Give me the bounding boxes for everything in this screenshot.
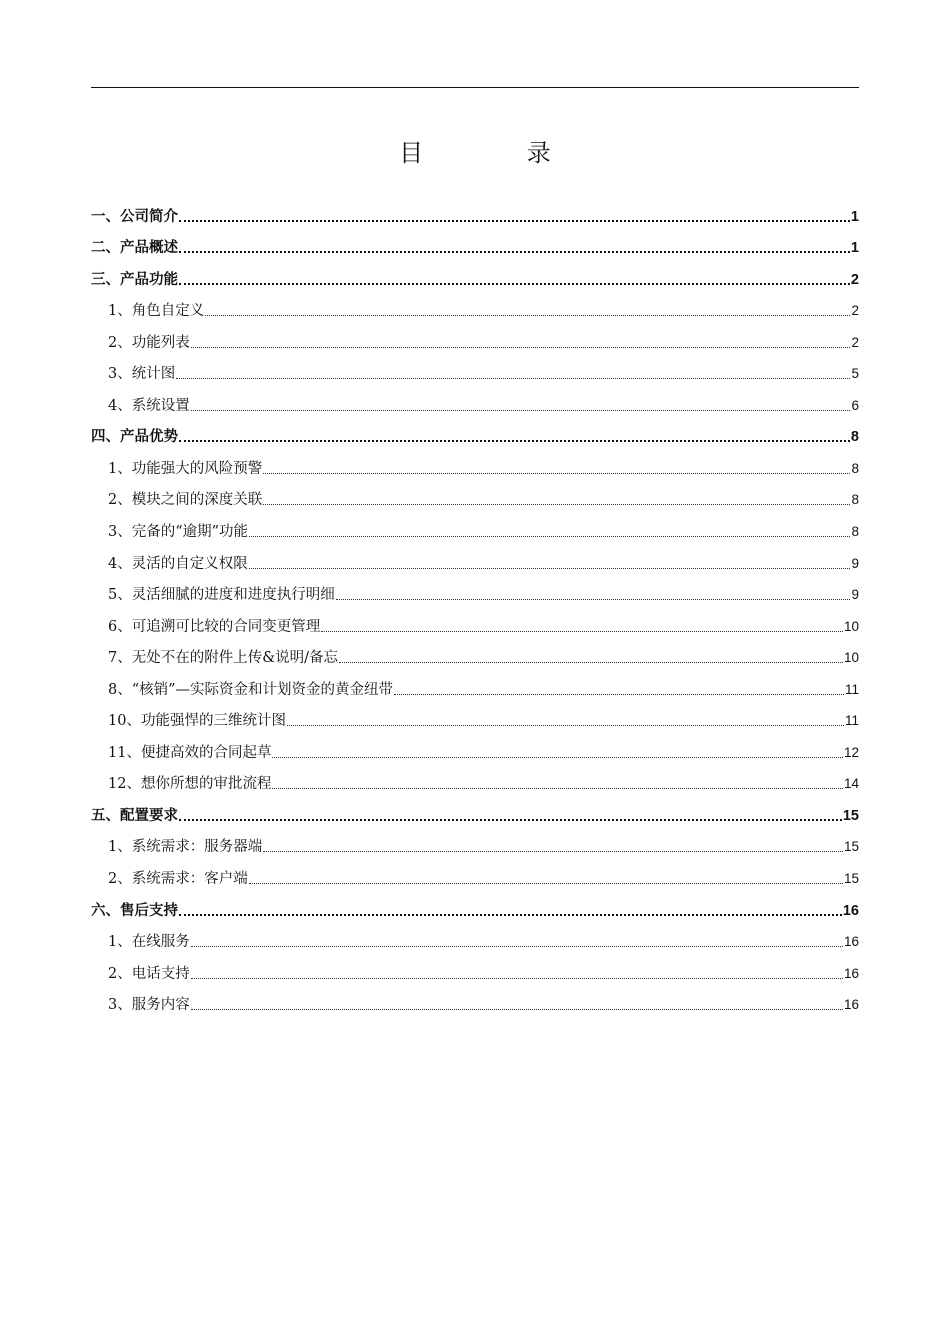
toc-page-number: 11	[844, 681, 859, 697]
dot-leader	[339, 662, 843, 663]
toc-page-number: 15	[842, 807, 859, 824]
toc-page-number: 1	[850, 208, 859, 225]
dot-leader	[191, 410, 851, 411]
toc-entry-title: 6、可追溯可比较的合同变更管理	[108, 618, 321, 635]
toc-entry-title: 12、想你所想的审批流程	[108, 776, 272, 793]
toc-entry[interactable]	[91, 200, 859, 232]
dot-leader	[179, 283, 850, 285]
dot-leader	[321, 631, 843, 632]
toc-entry-title: 二、产品概述	[91, 240, 178, 257]
page-title: 目 录	[399, 139, 599, 167]
toc-page-number: 9	[851, 587, 859, 603]
dot-leader	[336, 599, 851, 600]
toc-page-number: 6	[851, 397, 859, 413]
dot-leader	[179, 819, 842, 821]
toc-entry[interactable]	[91, 610, 859, 642]
toc-entry[interactable]	[91, 831, 859, 863]
toc-entry[interactable]	[91, 421, 859, 453]
dot-leader	[249, 883, 843, 884]
toc-entry[interactable]	[91, 295, 859, 327]
toc-page-number: 15	[843, 871, 859, 887]
toc-entry-title: 10、功能强悍的三维统计图	[108, 713, 286, 730]
toc-page-number: 2	[851, 334, 859, 350]
toc-page-number: 10	[843, 618, 859, 634]
dot-leader	[263, 473, 850, 474]
toc-entry-title: 4、灵活的自定义权限	[108, 555, 248, 572]
toc-page-number: 10	[843, 650, 859, 666]
dot-leader	[179, 251, 850, 253]
toc-page-number: 16	[843, 997, 859, 1013]
dot-leader	[287, 725, 844, 726]
toc-entry-title: 3、统计图	[108, 366, 176, 383]
toc-entry[interactable]	[91, 768, 859, 800]
toc-page-number: 11	[844, 713, 859, 729]
toc-entry[interactable]	[91, 326, 859, 358]
toc-entry-title: 六、售后支持	[91, 902, 178, 919]
toc-entry[interactable]	[91, 989, 859, 1021]
toc-entry[interactable]	[91, 705, 859, 737]
toc-entry[interactable]	[91, 232, 859, 264]
dot-leader	[249, 536, 850, 537]
toc-entry-title: 7、无处不在的附件上传&说明/备忘	[108, 650, 339, 667]
toc-entry[interactable]	[91, 263, 859, 295]
toc-page-number: 8	[851, 524, 859, 540]
toc-page-number: 2	[851, 303, 859, 319]
toc-entry[interactable]	[91, 515, 859, 547]
toc-entry[interactable]	[91, 484, 859, 516]
toc-entry-title: 2、模块之间的深度关联	[108, 492, 263, 509]
toc-entry[interactable]	[91, 862, 859, 894]
toc-page-number: 12	[843, 744, 859, 760]
toc-entry[interactable]	[91, 642, 859, 674]
dot-leader	[179, 914, 842, 916]
dot-leader	[179, 220, 850, 222]
toc-entry-title: 一、公司简介	[91, 208, 178, 225]
dot-leader	[191, 1009, 843, 1010]
toc-entry-title: 3、完备的“逾期”功能	[108, 524, 249, 541]
table-of-contents	[91, 200, 859, 1020]
dot-leader	[249, 568, 851, 569]
dot-leader	[205, 315, 850, 316]
dot-leader	[394, 694, 844, 695]
dot-leader	[272, 788, 843, 789]
toc-entry-title: 1、在线服务	[108, 934, 190, 951]
toc-entry-title: 1、功能强大的风险预警	[108, 460, 263, 477]
toc-entry[interactable]	[91, 799, 859, 831]
toc-page-number: 8	[851, 492, 859, 508]
toc-entry[interactable]	[91, 673, 859, 705]
dot-leader	[263, 851, 843, 852]
toc-entry-title: 11、便捷高效的合同起草	[108, 744, 272, 761]
toc-entry-title: 2、电话支持	[108, 965, 190, 982]
header-rule	[91, 87, 859, 88]
toc-page-number: 16	[842, 902, 859, 919]
dot-leader	[191, 946, 843, 947]
toc-entry[interactable]	[91, 957, 859, 989]
dot-leader	[179, 440, 850, 442]
toc-entry-title: 8、“核销”—实际资金和计划资金的黄金纽带	[108, 681, 394, 698]
toc-entry-title: 1、系统需求：服务器端	[108, 839, 263, 856]
toc-entry[interactable]	[91, 926, 859, 958]
toc-entry[interactable]	[91, 547, 859, 579]
toc-entry-title: 五、配置要求	[91, 807, 178, 824]
toc-page-number: 8	[850, 429, 859, 446]
toc-entry-title: 4、系统设置	[108, 397, 190, 414]
dot-leader	[176, 378, 850, 379]
toc-page-number: 2	[850, 271, 859, 288]
toc-page-number: 1	[850, 240, 859, 257]
dot-leader	[272, 757, 843, 758]
toc-page-number: 16	[843, 934, 859, 950]
toc-entry-title: 5、灵活细腻的进度和进度执行明细	[108, 587, 335, 604]
toc-entry-title: 1、角色自定义	[108, 303, 205, 320]
dot-leader	[263, 504, 850, 505]
toc-entry[interactable]	[91, 579, 859, 611]
toc-entry[interactable]	[91, 358, 859, 390]
toc-page-number: 14	[843, 776, 859, 792]
toc-page-number: 16	[843, 965, 859, 981]
toc-page-number: 15	[843, 839, 859, 855]
toc-page-number: 9	[851, 555, 859, 571]
toc-entry-title: 三、产品功能	[91, 271, 178, 288]
dot-leader	[191, 347, 851, 348]
toc-entry[interactable]	[91, 389, 859, 421]
toc-entry[interactable]	[91, 736, 859, 768]
toc-entry-title: 2、功能列表	[108, 334, 190, 351]
dot-leader	[191, 978, 843, 979]
toc-entry-title: 四、产品优势	[91, 429, 178, 446]
toc-page-number: 5	[851, 366, 859, 382]
toc-entry[interactable]	[91, 894, 859, 926]
toc-page-number: 8	[851, 460, 859, 476]
toc-entry-title: 3、服务内容	[108, 997, 190, 1014]
toc-entry-title: 2、系统需求：客户端	[108, 871, 248, 888]
toc-entry[interactable]	[91, 452, 859, 484]
